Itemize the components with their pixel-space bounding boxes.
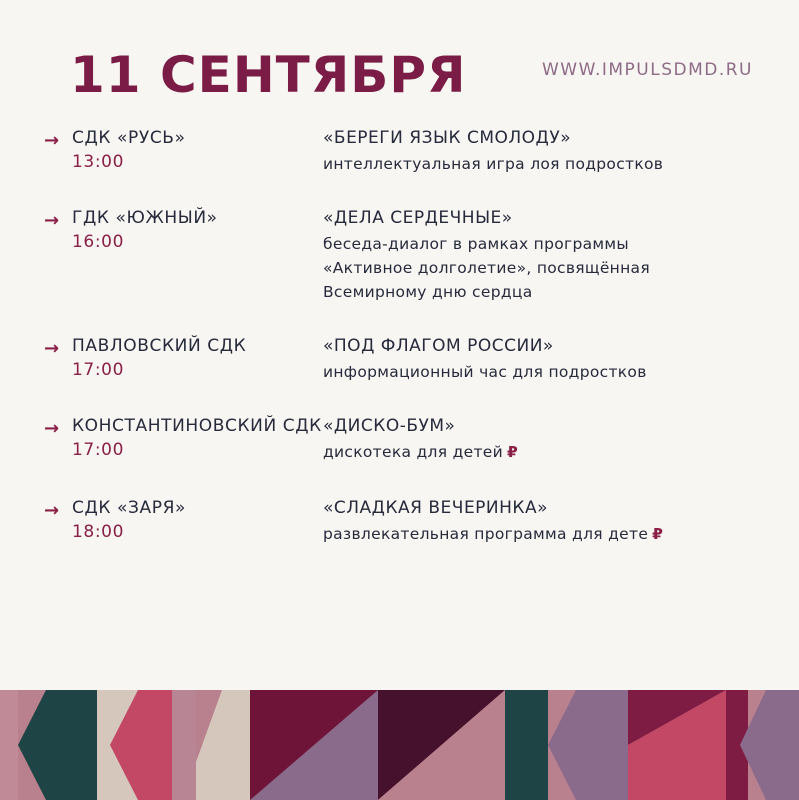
event-time: 18:00 [72,522,124,542]
ruble-icon: ₽ [506,443,519,461]
arrow-icon: → [44,418,60,439]
ruble-icon: ₽ [652,525,664,543]
description-line [323,440,518,464]
event-description [323,232,650,304]
event-title: «ДЕЛА СЕРДЕЧНЫЕ» [323,208,513,228]
website-link[interactable]: WWW.IMPULSDMD.RU [541,60,753,80]
band-shape [505,690,548,800]
arrow-icon: → [44,130,60,151]
arrow-icon: → [44,500,60,521]
description-line: «Активное долголетие», посвящённая [323,259,650,277]
event-time: 13:00 [72,152,124,172]
band-shape [0,690,18,800]
event-time: 17:00 [72,440,124,460]
description-text: дискотека для детей [323,443,503,461]
event-description [323,522,663,546]
description-line [323,522,663,546]
decorative-band [0,690,799,800]
description-text: развлекательная программа для дете [323,525,649,543]
event-venue: ПАВЛОВСКИЙ СДК [72,336,247,356]
event-title: «ДИСКО-БУМ» [323,416,456,436]
arrow-icon: → [44,338,60,359]
page-title: 11 СЕНТЯБРЯ [70,46,467,104]
description-line: информационный час для подростков [323,363,647,381]
band-shape [172,690,196,800]
arrow-icon: → [44,210,60,231]
description-line: интеллектуальная игра лоя подростков [323,155,664,173]
event-title: «ПОД ФЛАГОМ РОССИИ» [323,336,554,356]
event-title: «СЛАДКАЯ ВЕЧЕРИНКА» [323,498,549,518]
event-venue: СДК «ЗАРЯ» [72,498,187,518]
event-title: «БЕРЕГИ ЯЗЫК СМОЛОДУ» [323,128,572,148]
event-time: 17:00 [72,360,124,380]
description-line: беседа-диалог в рамках программы [323,235,629,253]
event-description [323,360,647,384]
event-time: 16:00 [72,232,124,252]
event-description [323,440,518,464]
event-venue: СДК «РУСЬ» [72,128,186,148]
event-venue: ГДК «ЮЖНЫЙ» [72,208,218,228]
event-description [323,152,663,176]
description-line: Всемирному дню сердца [323,283,533,301]
event-venue: КОНСТАНТИНОВСКИЙ СДК [72,416,322,436]
